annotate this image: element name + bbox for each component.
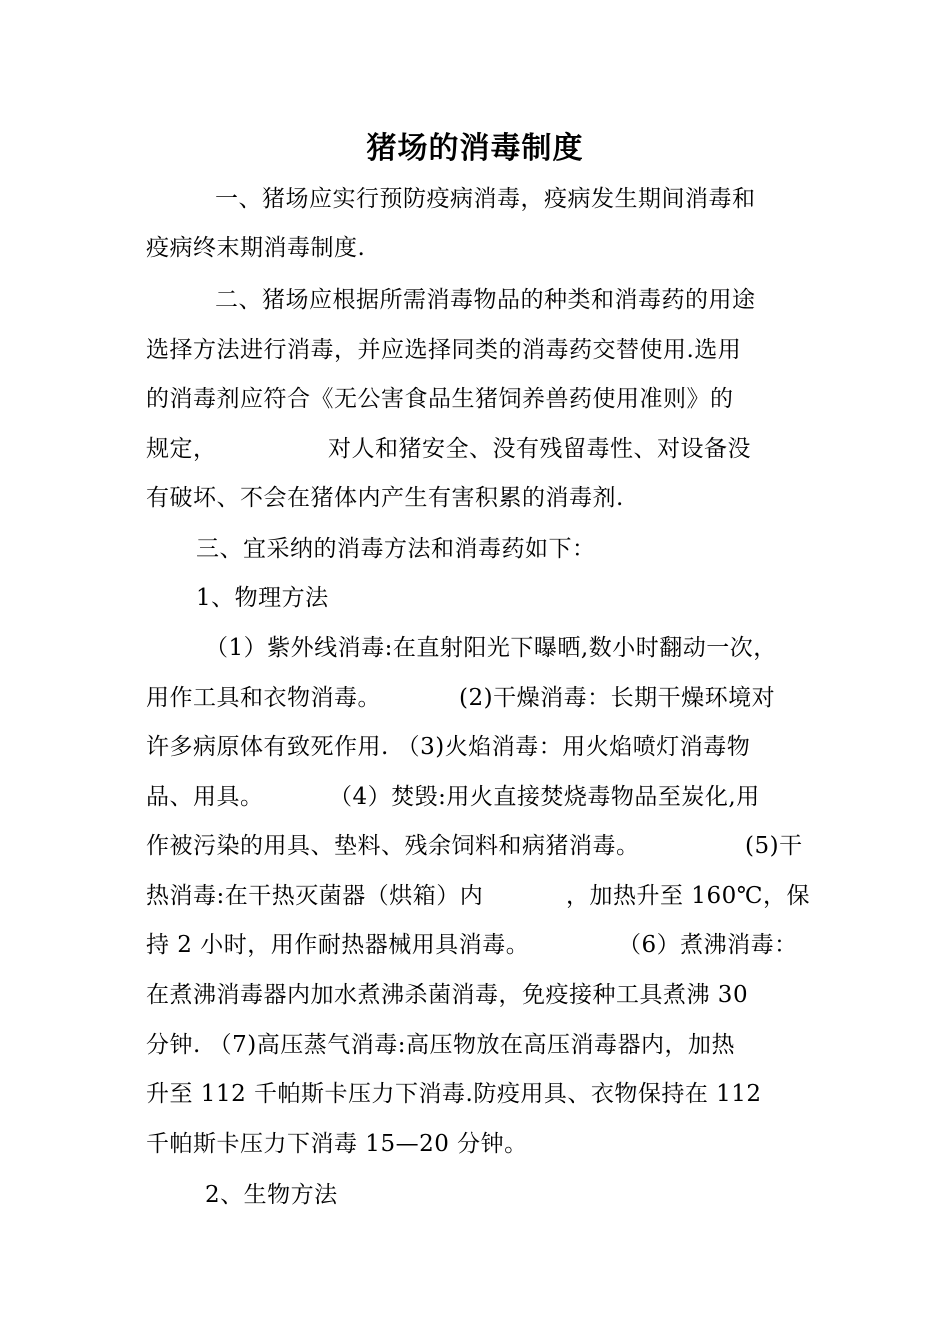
text-line: 一、猪场应实行预防疫病消毒，疫病发生期间消毒和 — [215, 186, 756, 212]
text-line: 热消毒:在干热灭菌器（烘箱）内 — [146, 883, 484, 909]
text-line: 的消毒剂应符合《无公害食品生猪饲养兽药使用准则》的 — [146, 386, 734, 412]
text-line: 许多病原体有致死作用. （3)火焰消毒：用火焰喷灯消毒物 — [146, 734, 751, 760]
text-line: 在煮沸消毒器内加水煮沸杀菌消毒，免疫接种工具煮沸 30 — [146, 982, 749, 1008]
text-line: 有破坏、不会在猪体内产生有害积累的消毒剂. — [146, 485, 624, 511]
text-line: 三、宜采纳的消毒方法和消毒药如下： — [196, 536, 596, 562]
section-heading: 1、物理方法 — [196, 585, 329, 611]
text-line: (5)干 — [745, 833, 803, 859]
text-line: 升至 112 千帕斯卡压力下消毒.防疫用具、衣物保持在 112 — [146, 1081, 762, 1107]
section-heading: 2、生物方法 — [205, 1182, 338, 1208]
document-title: 猪场的消毒制度 — [366, 131, 584, 166]
text-line: 作被污染的用具、垫料、残余饲料和病猪消毒。 — [146, 833, 640, 859]
text-line: 选择方法进行消毒，并应选择同类的消毒药交替使用.选用 — [146, 337, 742, 363]
text-line: 持 2 小时，用作耐热器械用具消毒。 — [146, 932, 530, 958]
text-line: 分钟. （7)高压蒸气消毒:高压物放在高压消毒器内，加热 — [146, 1032, 735, 1058]
text-line: （4）焚毁:用火直接焚烧毒物品至炭化,用 — [329, 784, 760, 810]
text-line: 对人和猪安全、没有残留毒性、对设备没 — [328, 436, 751, 462]
text-line: 二、猪场应根据所需消毒物品的种类和消毒药的用途 — [215, 287, 756, 313]
text-line: 品、用具。 — [146, 784, 264, 810]
text-line: （6）煮沸消毒： — [618, 932, 798, 958]
text-line: (2)干燥消毒：长期干燥环境对 — [459, 685, 776, 711]
text-line: （1）紫外线消毒:在直射阳光下曝晒,数小时翻动一次， — [205, 635, 777, 661]
text-line: 千帕斯卡压力下消毒 15—20 分钟。 — [146, 1131, 528, 1157]
text-line: ，加热升至 160℃，保 — [566, 883, 810, 909]
text-line: 规定， — [146, 436, 217, 462]
text-line: 疫病终末期消毒制度. — [146, 235, 366, 261]
text-line: 用作工具和衣物消毒。 — [146, 685, 381, 711]
